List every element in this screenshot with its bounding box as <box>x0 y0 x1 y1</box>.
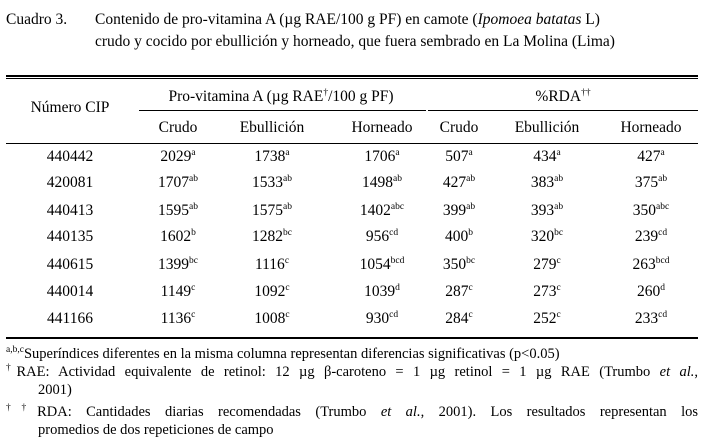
table-cell: 1039$^d$ <box>364 283 400 300</box>
caption-label: Cuadro 3. <box>6 11 68 28</box>
table-top-rule-2 <box>6 78 698 79</box>
table-cell: $1498^{ab}$ <box>362 174 402 191</box>
table-cell: $383^{ab}$ <box>530 174 564 191</box>
table-cell: $1707^{ab}$ <box>158 174 198 191</box>
table-cell: $1399^{bc}$ <box>158 256 198 273</box>
table-cell: 1738$^a$ <box>254 148 290 165</box>
table-top-rule <box>6 75 698 77</box>
table-cell: 1116$^c$ <box>254 256 290 273</box>
cip-number: 440615 <box>46 256 94 273</box>
table-cell: $350^{bc}$ <box>442 256 476 273</box>
caption-line-1: Contenido de pro-vitamina A (µg RAE/100 g PF) en camote (Ipomoea batatas L) <box>95 11 600 28</box>
table-cell: $393^{ab}$ <box>530 202 564 219</box>
table-cell: 260$^d$ <box>637 283 665 300</box>
table-cell: 273$^c$ <box>533 283 561 300</box>
table-cell: 1136$^c$ <box>160 310 196 327</box>
table-cell: 252$^c$ <box>533 310 561 327</box>
footnote-significance: $^{a,b,c}$Superíndices diferentes en la misma columna representan diferencias significativas (p<0.05) <box>6 345 560 362</box>
header-bottom-rule <box>6 143 698 144</box>
table-cell: 427$^a$ <box>637 148 665 165</box>
table-cell: 284$^c$ <box>445 310 473 327</box>
cip-number: 420081 <box>46 174 94 191</box>
table-cell: 1008$^c$ <box>254 310 290 327</box>
table-cell: 1092$^c$ <box>254 283 290 300</box>
footnote-rda: ††RDA: Cantidades diarias recomendadas (Trumbo et al., 2001). Los resultados representan los <box>6 403 699 420</box>
column-subheader: Crudo <box>158 119 198 136</box>
column-subheader: Horneado <box>351 119 413 136</box>
table-cell: $1054^{bcd}$ <box>359 256 405 273</box>
table-cell: $1282^{bc}$ <box>252 228 292 245</box>
footnote-rae: †RAE: Actividad equivalente de retinol: 12 µg β-caroteno = 1 µg retinol = 1 µg RAE (Trumbo et al., <box>6 363 698 380</box>
table-cell: 287$^c$ <box>445 283 473 300</box>
group-rule-1 <box>139 110 426 111</box>
caption-text <box>95 9 704 53</box>
group-header-provitamin: Pro-vitamina A (µg RAE†/100 g PF) <box>168 88 394 105</box>
column-subheader: Ebullición <box>514 119 580 136</box>
table-cell: $263^{bcd}$ <box>632 256 670 273</box>
cip-number: 440442 <box>46 148 94 165</box>
cip-number: 440014 <box>46 283 94 300</box>
table-cell: 1602$^b$ <box>160 228 196 245</box>
table-cell: $1533^{ab}$ <box>252 174 292 191</box>
table-cell: $930^{cd}$ <box>365 310 399 327</box>
group-header-rda: %RDA†† <box>535 88 591 105</box>
column-subheader: Crudo <box>439 119 479 136</box>
table-cell: $375^{ab}$ <box>634 174 668 191</box>
caption-line-2: crudo y cocido por ebullición y horneado, que fuera sembrado en La Molina (Lima) <box>95 33 615 50</box>
table-bottom-rule <box>6 337 698 339</box>
table-cell: $350^{abc}$ <box>632 202 670 219</box>
table-cell: $320^{bc}$ <box>530 228 564 245</box>
table-cell: 434$^a$ <box>533 148 561 165</box>
column-subheader: Ebullición <box>239 119 305 136</box>
cip-number: 440413 <box>46 202 94 219</box>
cip-number: 440135 <box>46 228 94 245</box>
group-rule-2 <box>428 110 698 111</box>
table-cell: $239^{cd}$ <box>634 228 668 245</box>
table-cell: $956^{cd}$ <box>365 228 399 245</box>
table-cell: 279$^c$ <box>533 256 561 273</box>
table-cell: 2029$^a$ <box>160 148 196 165</box>
table-cell: 1149$^c$ <box>160 283 196 300</box>
table-cell: $399^{ab}$ <box>442 202 476 219</box>
table-cell: $233^{cd}$ <box>634 310 668 327</box>
table-cell: $1595^{ab}$ <box>158 202 198 219</box>
table-cell: 1706$^a$ <box>364 148 400 165</box>
table-cell: 507$^a$ <box>445 148 473 165</box>
table-cell: $1575^{ab}$ <box>252 202 292 219</box>
column-subheader: Horneado <box>620 119 682 136</box>
cip-number: 441166 <box>47 310 93 327</box>
table-cell: $427^{ab}$ <box>442 174 476 191</box>
table-cell: $1402^{abc}$ <box>359 202 405 219</box>
table-cell: 400$^b$ <box>445 228 473 245</box>
row-header: Número CIP <box>30 99 110 116</box>
